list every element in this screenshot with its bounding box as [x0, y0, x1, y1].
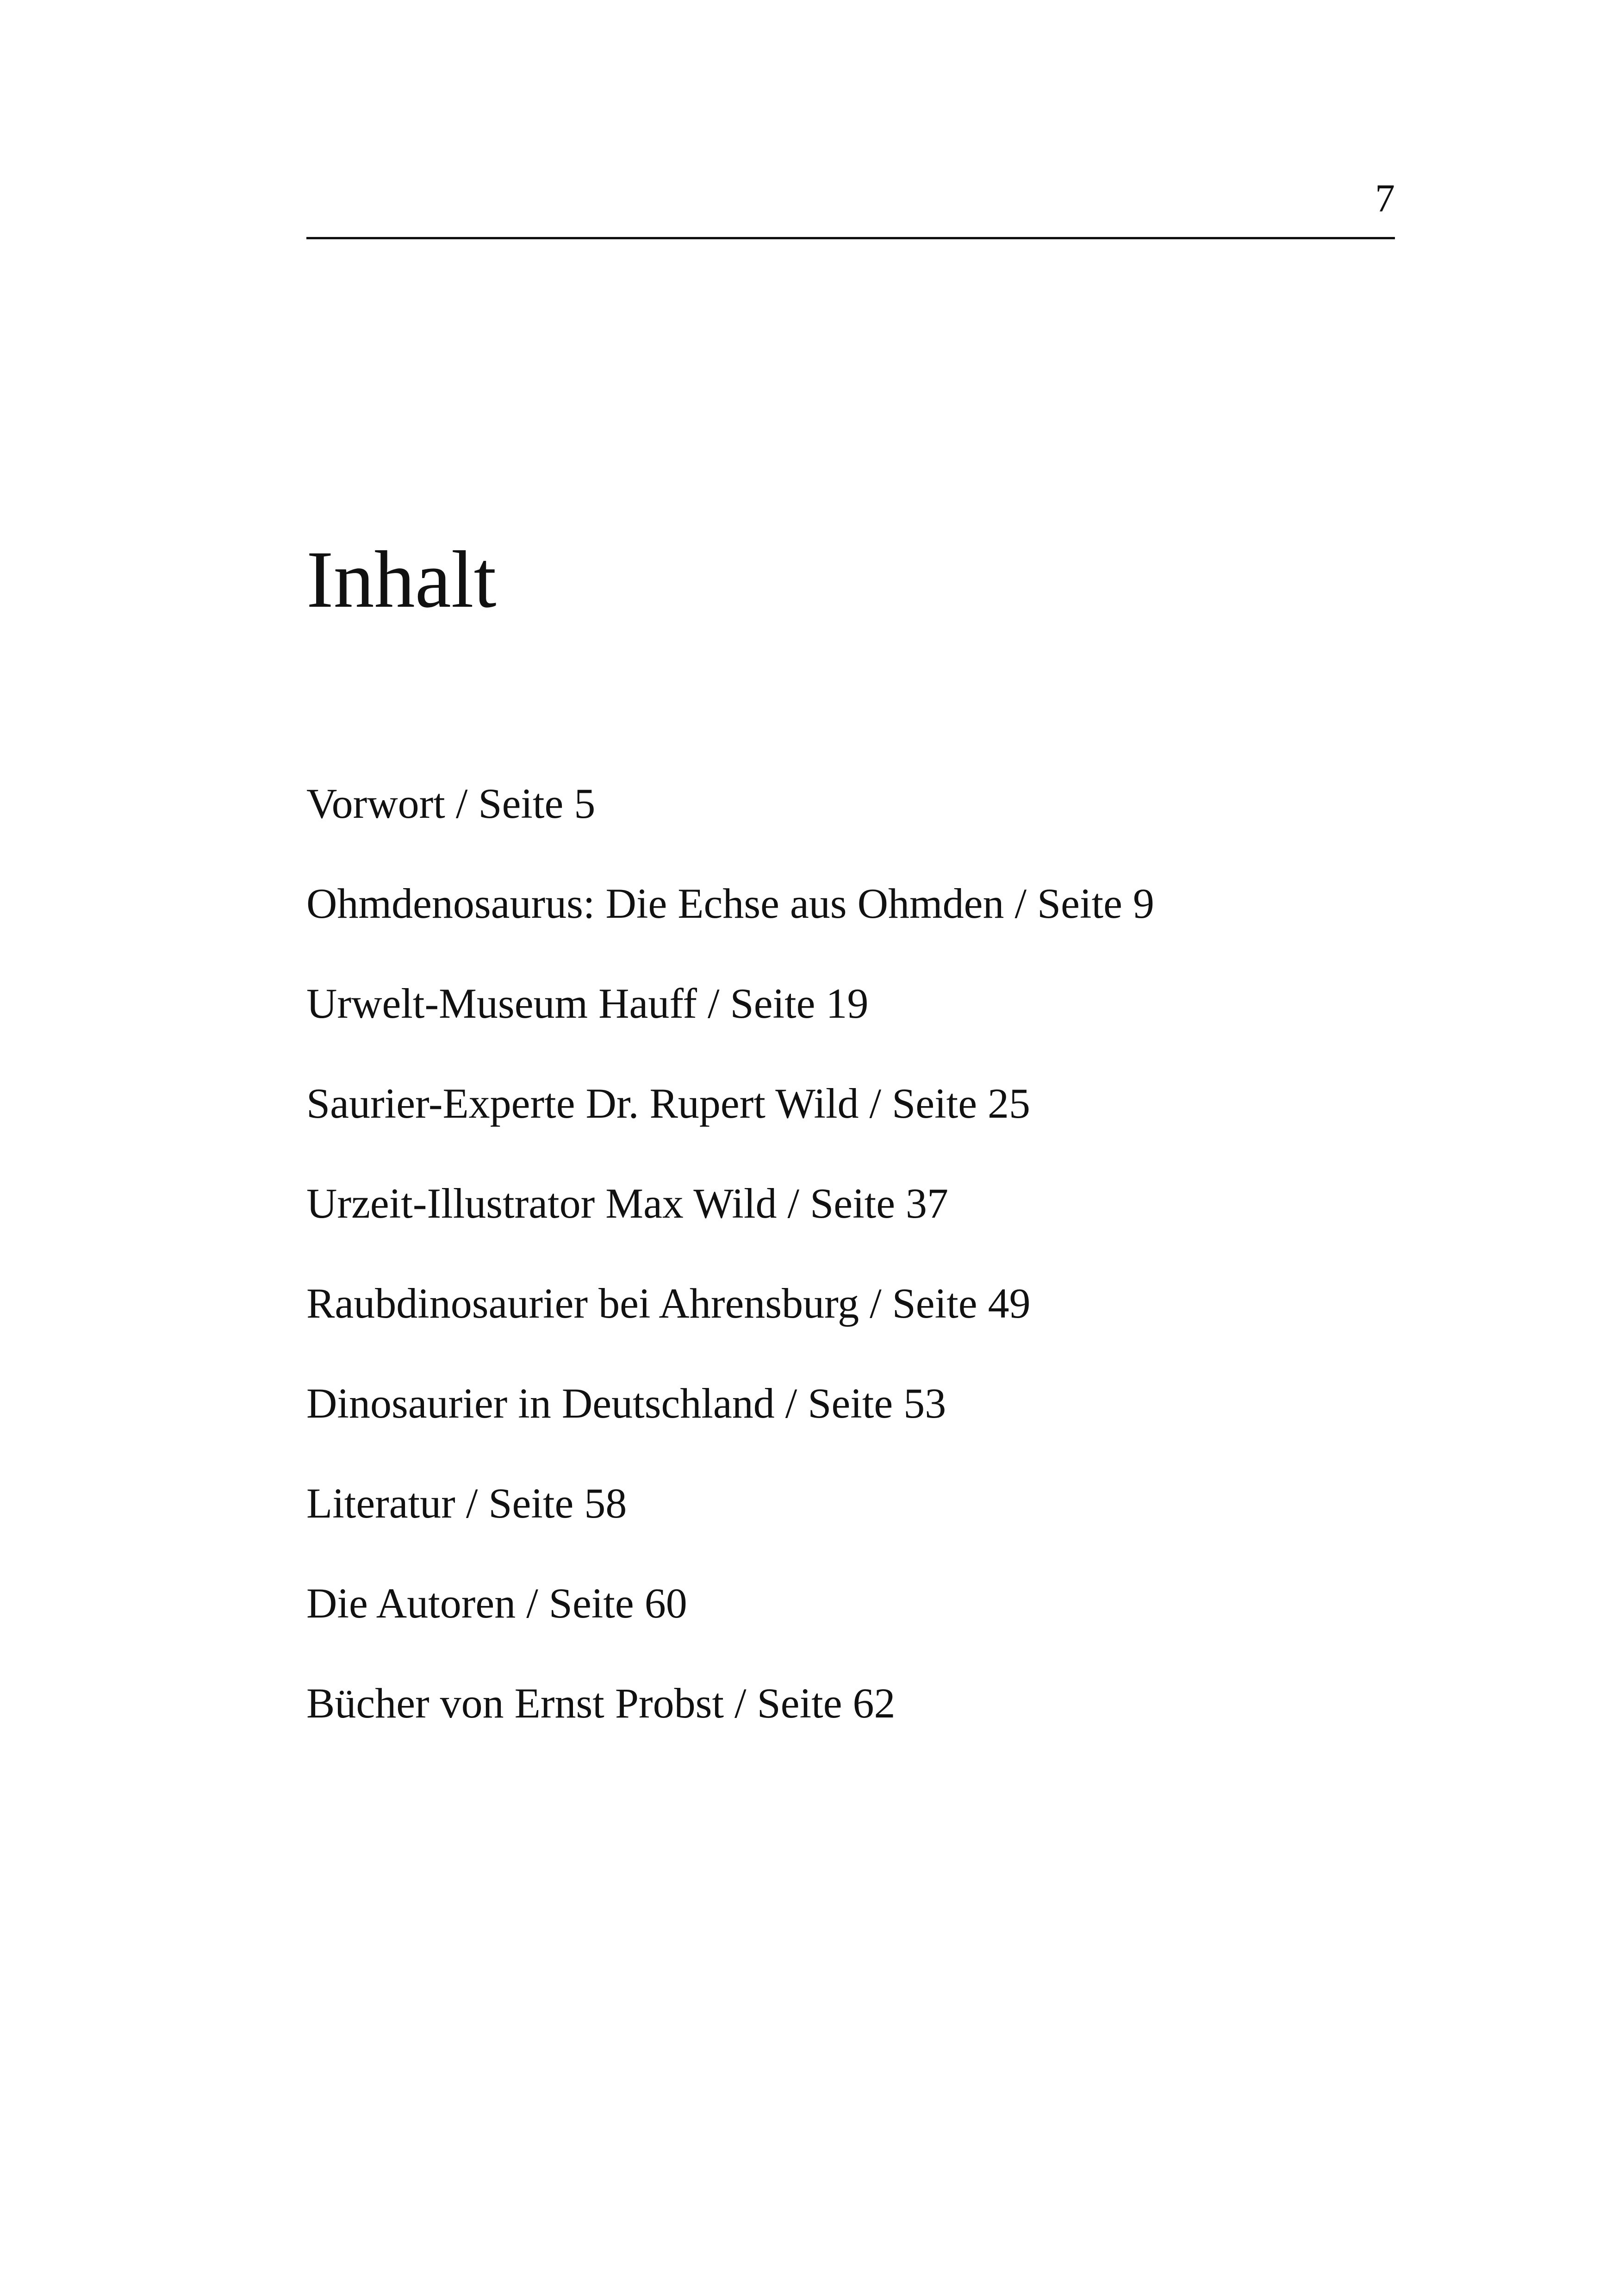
header-rule [306, 237, 1395, 239]
toc-entry-rupert-wild: Saurier-Experte Dr. Rupert Wild / Seite 25 [306, 1080, 1031, 1127]
toc-entry-max-wild: Urzeit-Illustrator Max Wild / Seite 37 [306, 1180, 949, 1227]
toc-entry-raubdinosaurier: Raubdinosaurier bei Ahrensburg / Seite 49 [306, 1280, 1031, 1327]
toc-entry-ohmdenosaurus: Ohmdenosaurus: Die Echse aus Ohmden / Seite 9 [306, 880, 1154, 927]
toc-entry-buecher: Bücher von Ernst Probst / Seite 62 [306, 1680, 896, 1727]
table-of-contents [306, 782, 1154, 1782]
toc-entry-autoren: Die Autoren / Seite 60 [306, 1580, 687, 1627]
toc-entry-urwelt-museum: Urwelt-Museum Hauff / Seite 19 [306, 980, 869, 1027]
toc-entry-vorwort: Vorwort / Seite 5 [306, 780, 596, 827]
page-number: 7 [1375, 176, 1395, 220]
page-title: Inhalt [306, 535, 497, 625]
toc-entry-dinosaurier-deutschland: Dinosaurier in Deutschland / Seite 53 [306, 1380, 946, 1427]
toc-entry-literatur: Literatur / Seite 58 [306, 1480, 627, 1527]
